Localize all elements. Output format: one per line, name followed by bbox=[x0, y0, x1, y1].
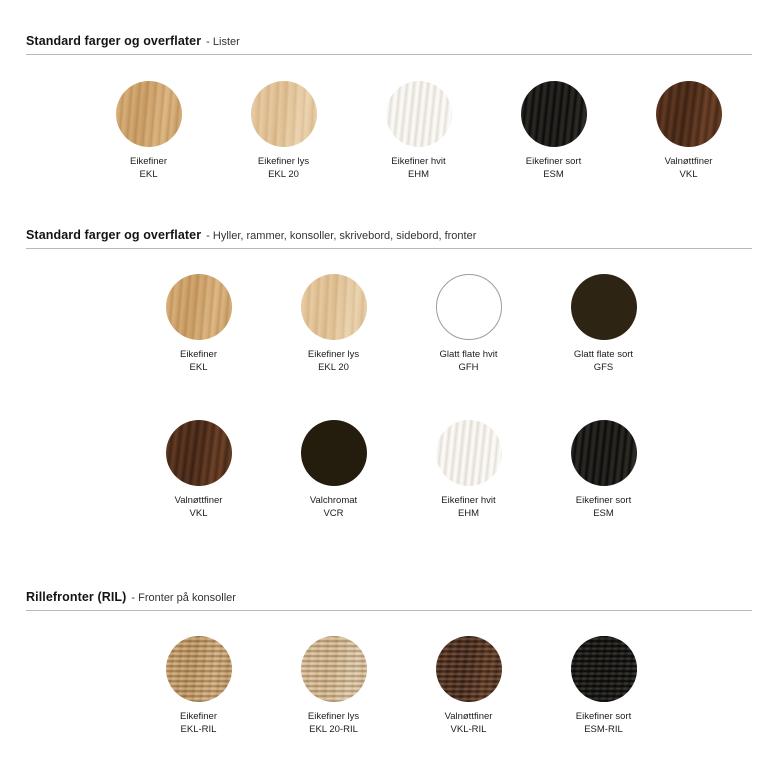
swatch-disc bbox=[436, 636, 502, 702]
swatch-item[interactable] bbox=[401, 274, 536, 374]
swatch-disc bbox=[301, 420, 367, 486]
swatch-disc bbox=[166, 420, 232, 486]
swatch-item[interactable] bbox=[131, 636, 266, 736]
swatch-label: Glatt flate hvit bbox=[439, 349, 498, 360]
section-header bbox=[26, 34, 752, 55]
swatch-label: Eikefiner bbox=[180, 349, 217, 360]
swatch-code: EHM bbox=[407, 168, 430, 180]
swatch-label: Eikefiner hvit bbox=[391, 156, 446, 167]
swatch-disc bbox=[166, 636, 232, 702]
swatch-code: EKL 20-RIL bbox=[309, 723, 358, 735]
swatch-item[interactable] bbox=[401, 420, 536, 520]
ribbed-overlay bbox=[436, 636, 502, 702]
swatch-label: Eikefiner bbox=[180, 711, 217, 722]
swatch-label: Glatt flate sort bbox=[573, 349, 634, 360]
swatch-disc bbox=[166, 274, 232, 340]
swatch-code: EKL-RIL bbox=[180, 723, 217, 735]
section-subtitle: - Lister bbox=[206, 36, 240, 48]
swatch-code: GFS bbox=[593, 361, 614, 373]
swatch-disc bbox=[656, 81, 722, 147]
swatch-disc bbox=[521, 81, 587, 147]
swatch-code: ESM bbox=[593, 507, 614, 519]
swatch-label: Eikefiner lys bbox=[257, 156, 310, 167]
section-subtitle: - Hyller, rammer, konsoller, skrivebord, sidebord, fronter bbox=[206, 230, 477, 242]
swatch-code: ESM bbox=[543, 168, 564, 180]
swatch-label: Valnøttfiner bbox=[664, 156, 713, 167]
swatch-code: EKL 20 bbox=[268, 168, 299, 180]
section-title: Rillefronter (RIL) bbox=[26, 590, 127, 604]
swatch-disc bbox=[301, 636, 367, 702]
swatch-label: Eikefiner sort bbox=[575, 495, 632, 506]
section-title: Standard farger og overflater bbox=[26, 228, 202, 242]
swatch-disc bbox=[386, 81, 452, 147]
swatch-code: VKL bbox=[189, 507, 208, 519]
swatch-item[interactable] bbox=[486, 81, 621, 181]
swatch-disc bbox=[571, 420, 637, 486]
swatch-disc bbox=[251, 81, 317, 147]
swatch-disc bbox=[436, 274, 502, 340]
swatch-item[interactable] bbox=[536, 636, 671, 736]
ribbed-overlay bbox=[571, 636, 637, 702]
swatch-code: EKL 20 bbox=[318, 361, 349, 373]
section-header bbox=[26, 590, 752, 611]
swatch-code: GFH bbox=[458, 361, 479, 373]
swatch-code: VCR bbox=[323, 507, 344, 519]
swatch-item[interactable] bbox=[81, 81, 216, 181]
swatch-disc bbox=[436, 420, 502, 486]
swatch-item[interactable] bbox=[131, 420, 266, 520]
swatch-code: EHM bbox=[457, 507, 480, 519]
section-hyller bbox=[26, 228, 752, 520]
swatch-row bbox=[26, 636, 778, 736]
swatch-label: Eikefiner sort bbox=[575, 711, 632, 722]
swatch-disc bbox=[116, 81, 182, 147]
swatch-disc bbox=[571, 274, 637, 340]
swatch-item[interactable] bbox=[351, 81, 486, 181]
swatch-item[interactable] bbox=[216, 81, 351, 181]
swatch-code: EKL bbox=[189, 361, 208, 373]
swatch-item[interactable] bbox=[266, 274, 401, 374]
swatch-code: VKL bbox=[679, 168, 698, 180]
swatch-item[interactable] bbox=[266, 420, 401, 520]
section-rillefronter bbox=[26, 590, 752, 736]
swatch-disc bbox=[571, 636, 637, 702]
swatch-item[interactable] bbox=[266, 636, 401, 736]
section-header bbox=[26, 228, 752, 249]
swatch-item[interactable] bbox=[621, 81, 756, 181]
swatch-label: Valnøttfiner bbox=[444, 711, 493, 722]
swatch-item[interactable] bbox=[131, 274, 266, 374]
swatch-label: Valchromat bbox=[309, 495, 358, 506]
swatch-disc bbox=[301, 274, 367, 340]
swatch-row bbox=[26, 274, 778, 374]
swatch-code: VKL-RIL bbox=[450, 723, 487, 735]
swatch-row bbox=[26, 81, 778, 181]
ribbed-overlay bbox=[301, 636, 367, 702]
swatch-code: EKL bbox=[139, 168, 158, 180]
swatch-label: Eikefiner lys bbox=[307, 711, 360, 722]
section-subtitle: - Fronter på konsoller bbox=[131, 592, 236, 604]
swatch-label: Eikefiner lys bbox=[307, 349, 360, 360]
section-title: Standard farger og overflater bbox=[26, 34, 202, 48]
swatch-label: Eikefiner bbox=[130, 156, 167, 167]
ribbed-overlay bbox=[166, 636, 232, 702]
swatch-item[interactable] bbox=[401, 636, 536, 736]
swatch-row bbox=[26, 420, 778, 520]
swatch-code: ESM-RIL bbox=[584, 723, 623, 735]
section-lister bbox=[26, 34, 752, 181]
swatch-label: Eikefiner sort bbox=[525, 156, 582, 167]
swatch-label: Eikefiner hvit bbox=[441, 495, 496, 506]
swatch-label: Valnøttfiner bbox=[174, 495, 223, 506]
swatch-item[interactable] bbox=[536, 420, 671, 520]
swatch-item[interactable] bbox=[536, 274, 671, 374]
